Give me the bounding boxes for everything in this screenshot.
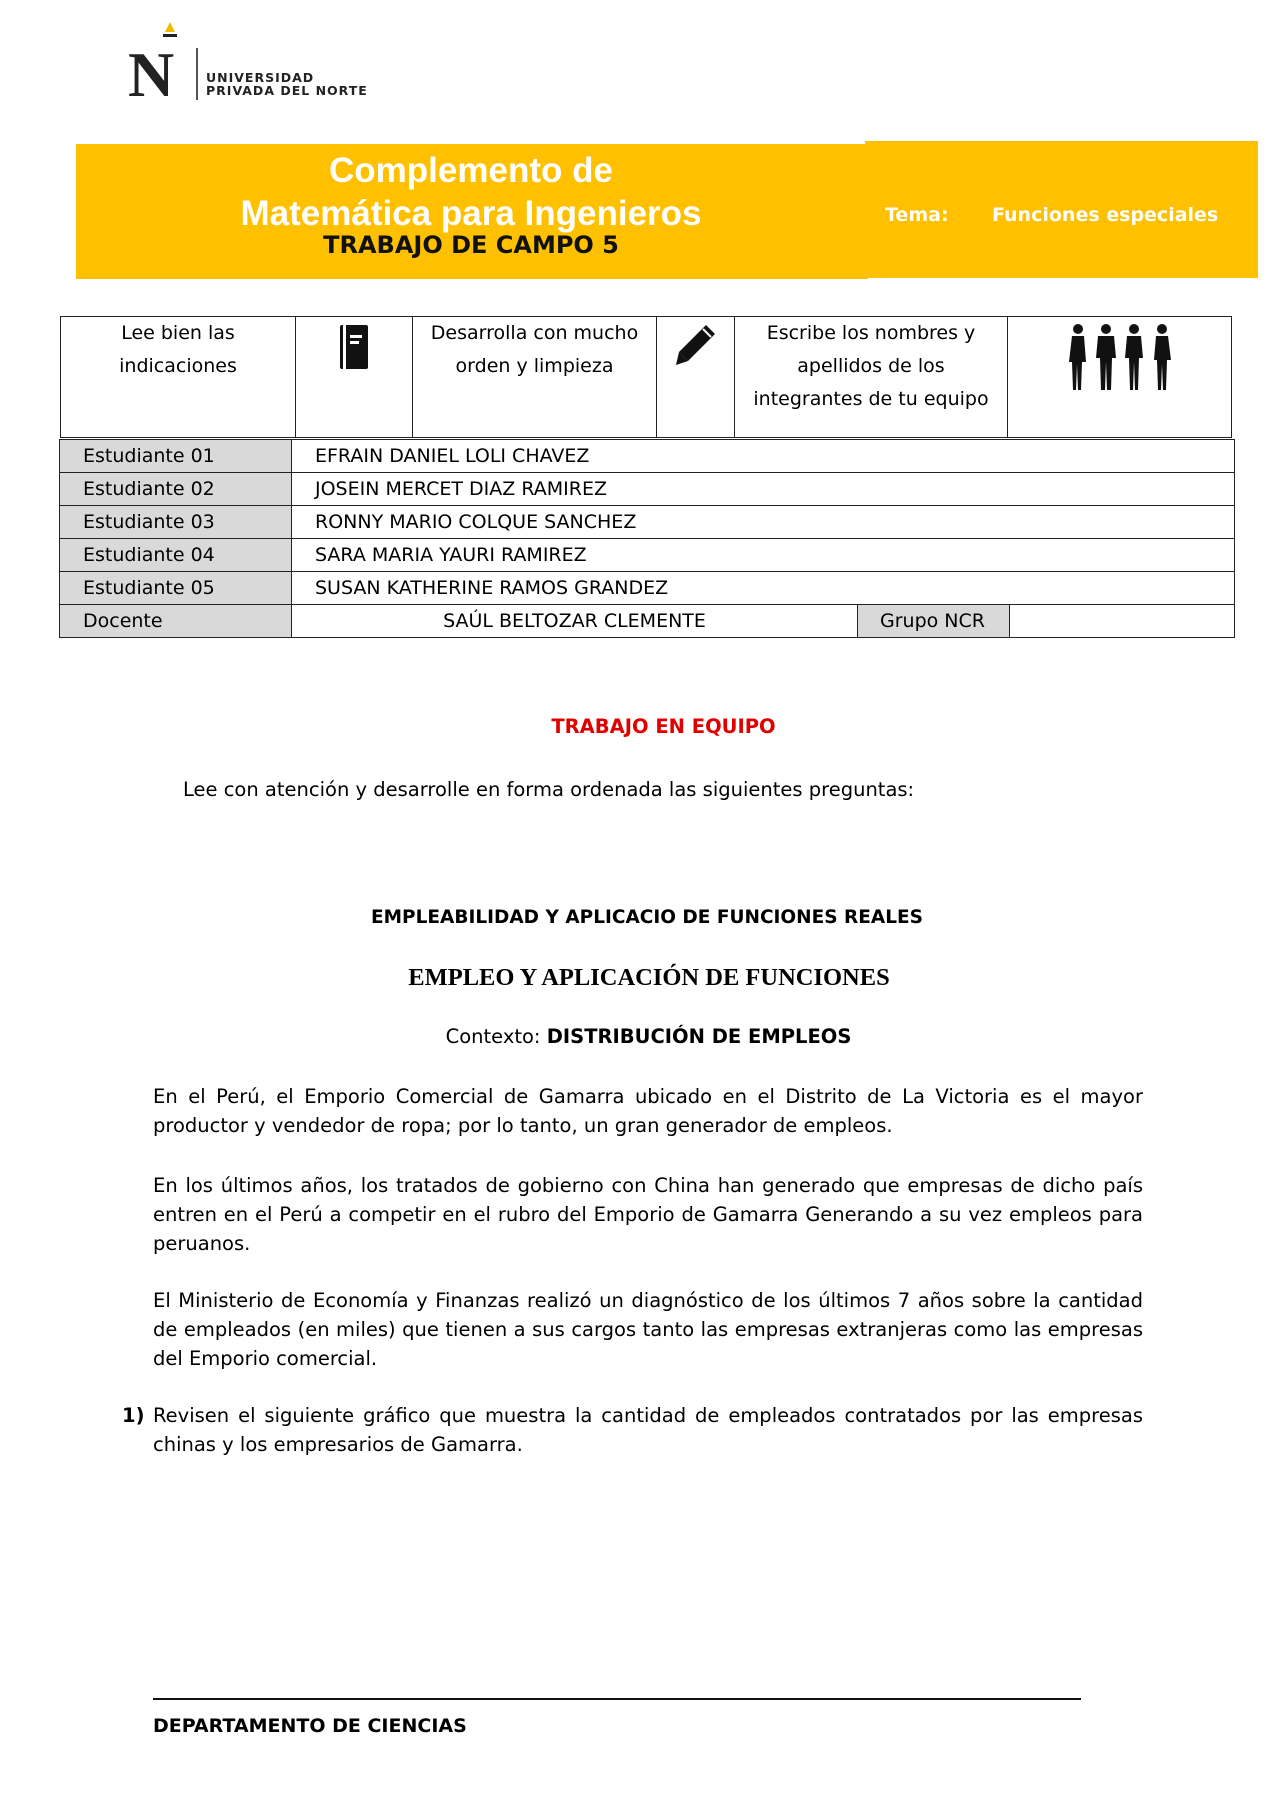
pencil-cell [657,317,735,437]
logo-line2: PRIVADA DEL NORTE [206,83,368,98]
indication-develop-line1: Desarrolla con mucho [430,322,639,344]
indication-read [61,317,296,437]
docente-label: Docente [60,605,292,638]
indication-develop-line2: orden y limpieza [455,355,614,377]
course-title-line1: Complemento de [329,151,613,190]
table-row [60,440,1235,473]
logo-divider [196,48,198,100]
footer-rule [153,1698,1081,1700]
student-name: SARA MARIA YAURI RAMIREZ [292,539,1235,572]
indication-read-line2: indicaciones [119,355,237,377]
topic-label: Tema: [885,204,949,226]
student-name: RONNY MARIO COLQUE SANCHEZ [292,506,1235,539]
table-row [60,605,1235,638]
indication-write-line3: integrantes de tu equipo [753,388,989,410]
indication-read-line1: Lee bien las [121,322,235,344]
people-icon [1060,321,1180,393]
main-title: EMPLEO Y APLICACIÓN DE FUNCIONES [408,964,890,991]
people-cell [1008,317,1231,437]
indication-write [735,317,1008,437]
team-heading: TRABAJO EN EQUIPO [551,715,776,738]
group-label: Grupo NCR [858,605,1010,638]
logo-text [206,71,368,97]
context-label: Contexto: [445,1025,547,1048]
department-name: DEPARTAMENTO DE CIENCIAS [153,1715,467,1737]
course-title-line2: Matemática para Ingenieros [240,194,702,233]
paragraph-1: En el Perú, el Emporio Comercial de Gamarra ubicado en el Distrito de La Victoria es el mayor productor y vendedor de ropa; por lo tanto, un gran generador de empleos. [153,1085,1143,1137]
question-number: 1) [122,1404,145,1427]
upn-logo-icon [128,22,186,102]
student-label: Estudiante 01 [60,440,292,473]
university-logo [128,22,428,102]
instruction-text: Lee con atención y desarrolle en forma ordenada las siguientes preguntas: [183,778,915,801]
logo-line1: UNIVERSIDAD [206,70,315,85]
indication-develop [413,317,657,437]
students-table [59,439,1235,638]
student-name: JOSEIN MERCET DIAZ RAMIREZ [292,473,1235,506]
header-banner [76,144,868,279]
paragraph-3: El Ministerio de Economía y Finanzas realizó un diagnóstico de los últimos 7 años sobre la cantidad de empleados (en miles) que tienen a sus cargos tanto las empresas extranjeras como las empresas del Emporio comercial. [153,1289,1143,1370]
indications-table [60,316,1232,438]
student-name: EFRAIN DANIEL LOLI CHAVEZ [292,440,1235,473]
docente-name: SAÚL BELTOZAR CLEMENTE [292,605,858,638]
topic-banner [865,141,1258,278]
student-label: Estudiante 05 [60,572,292,605]
logo-letter: N [128,39,175,102]
table-row [60,473,1235,506]
question-1-text: Revisen el siguiente gráfico que muestra la cantidad de empleados contratados por las empresas chinas y los empresarios de Gamarra. [153,1404,1143,1456]
student-label: Estudiante 04 [60,539,292,572]
table-row [60,506,1235,539]
paragraph-2: En los últimos años, los tratados de gobierno con China han generado que empresas de dicho país entren en el Perú a competir en el rubro del Emporio de Gamarra Generando a su vez empleos para peruanos. [153,1174,1143,1255]
table-row [60,572,1235,605]
indication-write-line2: apellidos de los [797,355,945,377]
section-title: EMPLEABILIDAD Y APLICACIO DE FUNCIONES REALES [371,907,923,928]
student-name: SUSAN KATHERINE RAMOS GRANDEZ [292,572,1235,605]
student-label: Estudiante 02 [60,473,292,506]
topic-value: Funciones especiales [992,204,1219,226]
notebook-cell [296,317,413,437]
pencil-icon [673,321,719,367]
assignment-title: TRABAJO DE CAMPO 5 [323,231,619,259]
table-row [60,539,1235,572]
context-value: DISTRIBUCIÓN DE EMPLEOS [546,1025,852,1048]
indication-write-line1: Escribe los nombres y [766,322,976,344]
notebook-icon [334,323,374,371]
group-value [1010,605,1235,638]
context-line [0,1025,1280,1048]
student-label: Estudiante 03 [60,506,292,539]
